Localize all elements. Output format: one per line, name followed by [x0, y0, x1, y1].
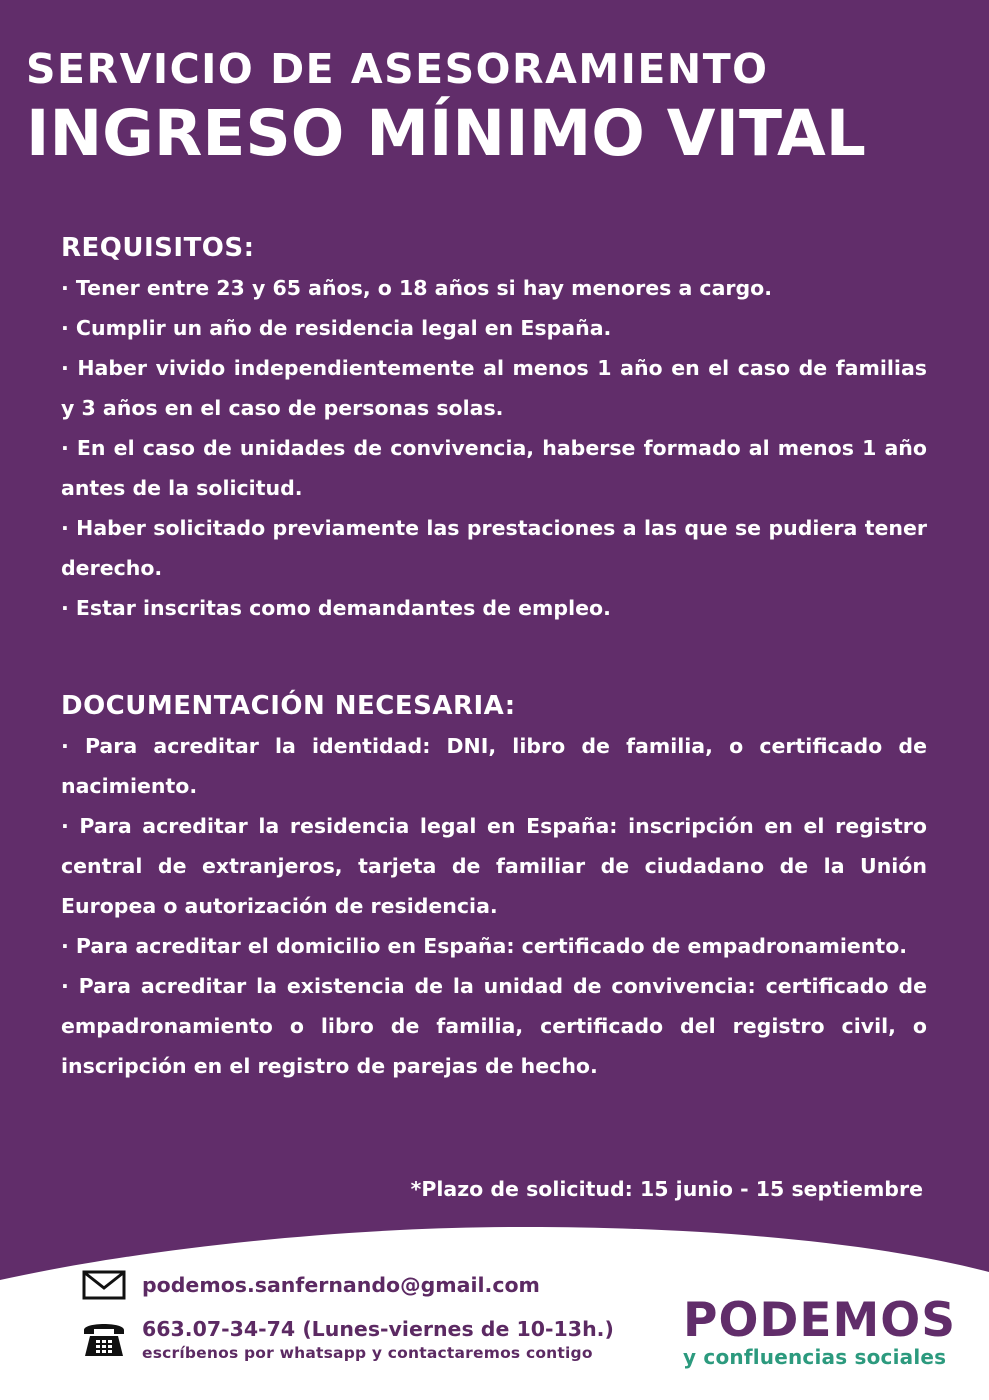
requisitos-title: REQUISITOS:	[61, 233, 255, 263]
requisitos-item: · Tener entre 23 y 65 años, o 18 años si hay menores a cargo.	[61, 276, 773, 300]
documentacion-item: · Para acreditar la identidad: DNI, libro de familia, o certificado de nacimiento.	[61, 734, 927, 798]
deadline-note: *Plazo de solicitud: 15 junio - 15 septiembre	[410, 1177, 923, 1201]
requisitos-item: · Haber vivido independientemente al menos 1 año en el caso de familias y 3 años en el caso de personas solas.	[61, 356, 927, 420]
requisitos-item: · Haber solicitado previamente las prestaciones a las que se pudiera tener derecho.	[61, 516, 927, 580]
documentacion-item: · Para acreditar la existencia de la unidad de convivencia: certificado de empadronamiento o libro de familia, certificado del registro civil, o inscripción en el registro de parejas de hecho.	[61, 974, 927, 1078]
phone-contact	[82, 1316, 614, 1364]
whatsapp-note: escríbenos por whatsapp y contactaremos contigo	[142, 1344, 593, 1362]
envelope-icon	[82, 1270, 126, 1300]
email-link[interactable]: podemos.sanfernando@gmail.com	[142, 1273, 540, 1297]
requisitos-section	[61, 228, 927, 628]
requisitos-item: · En el caso de unidades de convivencia, haberse formado al menos 1 año antes de la solicitud.	[61, 436, 927, 500]
podemos-logo	[683, 1293, 957, 1370]
requisitos-item: · Cumplir un año de residencia legal en España.	[61, 316, 612, 340]
telephone-icon	[82, 1318, 126, 1358]
phone-block	[142, 1316, 614, 1364]
header-subtitle: SERVICIO DE ASESORAMIENTO	[26, 45, 769, 93]
documentacion-item: · Para acreditar el domicilio en España: certificado de empadronamiento.	[61, 934, 908, 958]
email-contact	[82, 1270, 540, 1300]
brand-subtitle: y confluencias sociales	[683, 1345, 947, 1369]
phone-number[interactable]: 663.07-34-74 (Lunes-viernes de 10-13h.)	[142, 1317, 614, 1341]
documentacion-item: · Para acreditar la residencia legal en España: inscripción en el registro central de extranjeros, tarjeta de familiar de ciudadano de la Unión Europea o autorización de residencia.	[61, 814, 927, 918]
brand-name: PODEMOS	[683, 1293, 957, 1348]
header-title: INGRESO MÍNIMO VITAL	[26, 97, 866, 170]
documentacion-title: DOCUMENTACIÓN NECESARIA:	[61, 691, 516, 721]
documentacion-section	[61, 686, 927, 1086]
poster-header	[26, 40, 976, 174]
requisitos-item: · Estar inscritas como demandantes de empleo.	[61, 596, 611, 620]
